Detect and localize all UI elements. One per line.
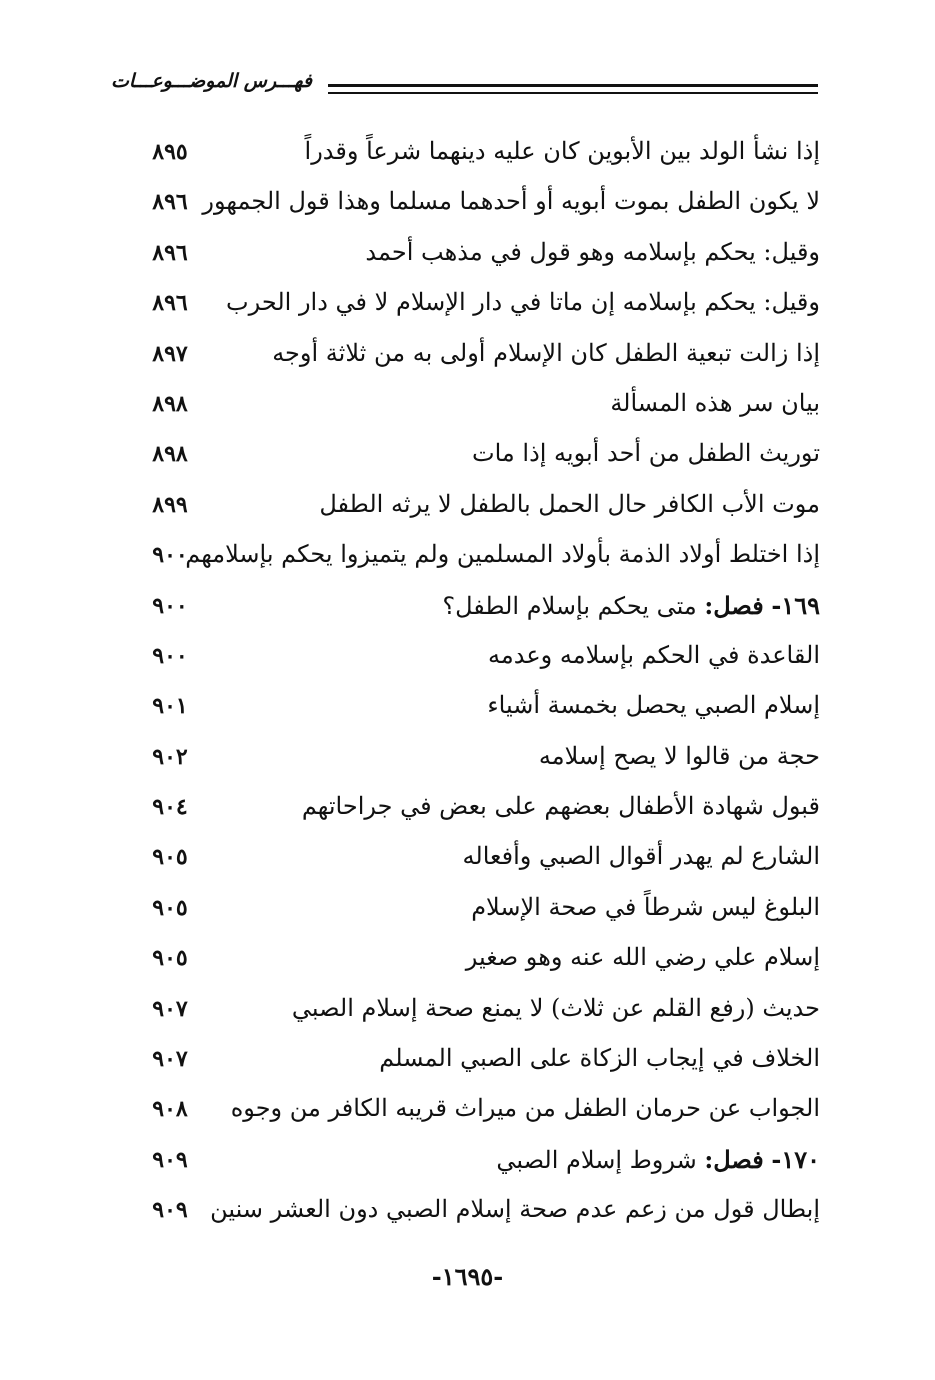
entry-page-number: ٩٠١	[152, 693, 188, 720]
entry-title: موت الأب الكافر حال الحمل بالطفل لا يرثه الطفل	[319, 489, 820, 518]
toc-entry	[130, 939, 820, 989]
toc-entry	[130, 133, 820, 183]
entry-page-number: ٩٠٥	[152, 844, 188, 871]
entry-title: إسلام الصبي يحصل بخمسة أشياء	[487, 691, 820, 720]
entry-page-number: ٨٩٧	[152, 340, 188, 367]
entry-title: القاعدة في الحكم بإسلامه وعدمه	[488, 640, 820, 669]
toc-entry	[130, 637, 820, 687]
entry-page-number: ٩٠٢	[152, 743, 188, 770]
entry-page-number: ٨٩٦	[152, 239, 188, 266]
entry-title: الشارع لم يهدر أقوال الصبي وأفعاله	[462, 842, 820, 871]
section-heading	[496, 1145, 820, 1174]
toc-entry	[130, 1191, 820, 1241]
entry-page-number: ٩٠٥	[152, 894, 188, 921]
entry-page-number: ٨٩٨	[152, 441, 188, 468]
entry-title: توريث الطفل من أحد أبويه إذا مات	[472, 439, 820, 468]
toc-entry	[130, 385, 820, 435]
page-header	[110, 68, 818, 108]
entry-page-number: ٨٩٥	[152, 139, 188, 165]
entry-title: متى يحكم بإسلام الطفل؟	[442, 591, 697, 620]
toc-section-entry	[130, 1141, 820, 1191]
toc-entry	[130, 234, 820, 284]
toc-entry	[130, 788, 820, 838]
entry-page-number: ٩٠٤	[152, 794, 188, 821]
section-label: فصل:	[704, 1144, 764, 1174]
entry-page-number: ٨٩٦	[152, 189, 188, 216]
toc-entry	[130, 486, 820, 536]
entry-page-number: ٩٠٠	[152, 592, 188, 619]
entry-title: بيان سر هذه المسألة	[610, 388, 820, 417]
entry-title: إذا زالت تبعية الطفل كان الإسلام أولى به من ثلاثة أوجه	[272, 338, 820, 367]
toc-entry	[130, 838, 820, 888]
table-of-contents	[130, 133, 820, 1242]
entry-title: وقيل: يحكم بإسلامه إن ماتا في دار الإسلام لا في دار الحرب	[226, 288, 820, 317]
entry-title: حديث (رفع القلم عن ثلاث) لا يمنع صحة إسلام الصبي	[291, 993, 820, 1022]
toc-section-entry	[130, 587, 820, 637]
entry-page-number: ٩٠٠	[152, 642, 188, 669]
toc-entry	[130, 536, 820, 586]
entry-page-number: ٩٠٠	[152, 542, 188, 569]
toc-entry	[130, 435, 820, 485]
entry-page-number: ٩٠٧	[152, 1046, 188, 1073]
entry-title: الخلاف في إيجاب الزكاة على الصبي المسلم	[379, 1044, 820, 1073]
entry-title: إسلام علي رضي الله عنه وهو صغير	[465, 943, 820, 972]
toc-entry	[130, 889, 820, 939]
entry-title: البلوغ ليس شرطاً في صحة الإسلام	[471, 892, 820, 921]
entry-page-number: ٩٠٩	[152, 1146, 188, 1173]
running-header-title: فهـــرس الموضـــوعـــات	[110, 70, 312, 92]
entry-page-number: ٩٠٥	[152, 945, 188, 972]
entry-page-number: ٩٠٧	[152, 995, 188, 1022]
entry-page-number: ٨٩٨	[152, 390, 188, 417]
section-number: ١٧٠-	[771, 1144, 820, 1174]
entry-page-number: ٨٩٦	[152, 290, 188, 317]
toc-entry	[130, 284, 820, 334]
entry-title: إذا اختلط أولاد الذمة بأولاد المسلمين ولم يتميزوا يحكم بإسلامهم	[185, 540, 820, 569]
entry-page-number: ٩٠٨	[152, 1096, 188, 1123]
entry-title: حجة من قالوا لا يصح إسلامه	[538, 741, 820, 770]
toc-entry	[130, 990, 820, 1040]
entry-page-number: ٨٩٩	[152, 491, 188, 518]
toc-entry	[130, 1090, 820, 1140]
toc-entry	[130, 687, 820, 737]
toc-entry	[130, 738, 820, 788]
entry-title: الجواب عن حرمان الطفل من ميراث قريبه الكافر من وجوه	[230, 1094, 820, 1123]
entry-title: إذا نشأ الولد بين الأبوين كان عليه دينهما شرعاً وقدراً	[304, 137, 820, 165]
entry-page-number: ٩٠٩	[152, 1197, 188, 1224]
entry-title: وقيل: يحكم بإسلامه وهو قول في مذهب أحمد	[365, 237, 820, 266]
section-number: ١٦٩-	[771, 590, 820, 620]
header-double-rule	[328, 84, 818, 94]
section-label: فصل:	[704, 590, 764, 620]
toc-entry	[130, 335, 820, 385]
entry-title: شروط إسلام الصبي	[496, 1145, 697, 1174]
page-number-footer: -١٦٩٥-	[431, 1262, 504, 1291]
entry-title: إبطال قول من زعم عدم صحة إسلام الصبي دون العشر سنين	[210, 1195, 820, 1224]
entry-title: لا يكون الطفل بموت أبويه أو أحدهما مسلما وهذا قول الجمهور	[202, 187, 820, 216]
section-heading	[442, 591, 820, 620]
entry-title: قبول شهادة الأطفال بعضهم على بعض في جراحاتهم	[301, 792, 820, 821]
toc-entry	[130, 1040, 820, 1090]
toc-entry	[130, 183, 820, 233]
